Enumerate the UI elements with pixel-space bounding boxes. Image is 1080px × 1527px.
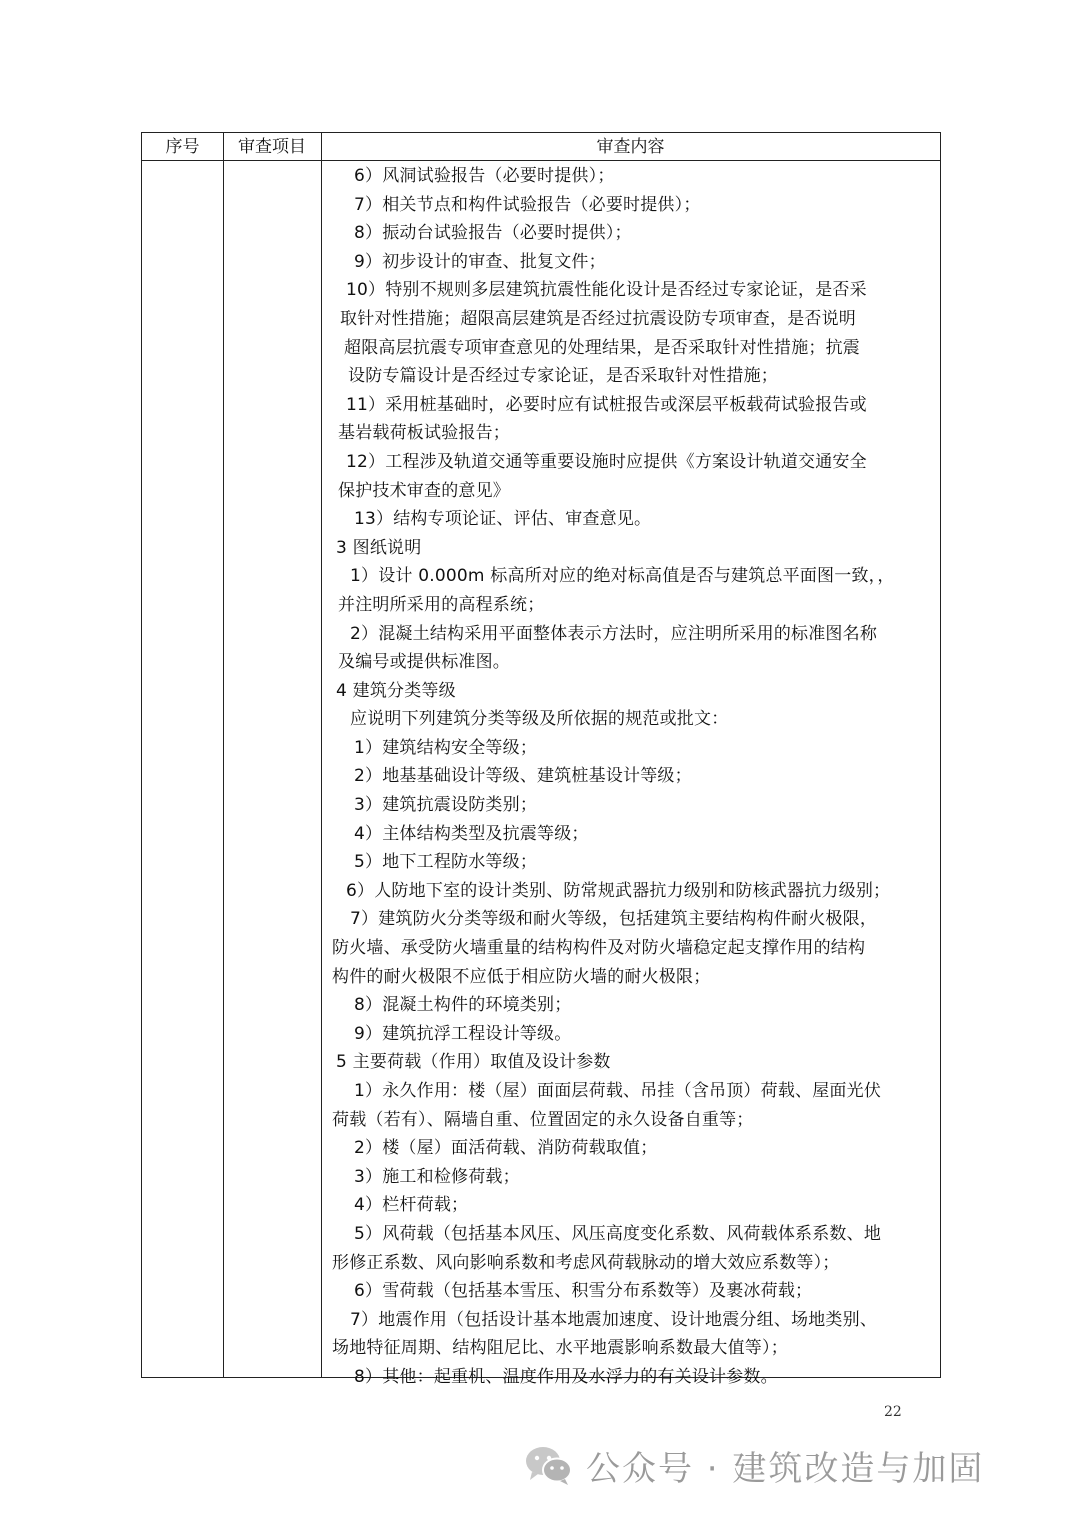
content-line: 基岩载荷板试验报告； bbox=[338, 423, 510, 444]
content-line: 7）建筑防火分类等级和耐火等级，包括建筑主要结构构件耐火极限， bbox=[350, 909, 878, 930]
content-line: 防火墙、承受防火墙重量的结构构件及对防火墙稳定起支撑作用的结构 bbox=[332, 938, 866, 959]
header-serial-number: 序号 bbox=[165, 137, 200, 157]
header-review-content: 审查内容 bbox=[596, 137, 665, 157]
content-line: 2）混凝土结构采用平面整体表示方法时，应注明所采用的标准图名称 bbox=[350, 623, 878, 644]
content-line: 3）施工和检修荷载； bbox=[354, 1166, 520, 1187]
content-line: 1）设计 0.000m 标高所对应的绝对标高值是否与建筑总平面图一致，， bbox=[350, 566, 895, 587]
content-line: 4）栏杆荷载； bbox=[354, 1195, 469, 1216]
content-line: 7）相关节点和构件试验报告（必要时提供）； bbox=[354, 194, 701, 215]
column-divider bbox=[321, 133, 322, 1377]
content-line: 12）工程涉及轨道交通等重要设施时应提供《方案设计轨道交通安全 bbox=[346, 451, 867, 472]
content-line: 10）特别不规则多层建筑抗震性能化设计是否经过专家论证，是否采 bbox=[346, 280, 867, 301]
page-number: 22 bbox=[884, 1404, 902, 1420]
content-line: 并注明所采用的高程系统； bbox=[338, 594, 545, 615]
review-content-cell bbox=[326, 162, 932, 1392]
content-line: 9）初步设计的审查、批复文件； bbox=[354, 251, 606, 272]
content-line: 设防专篇设计是否经过专家论证，是否采取针对性措施； bbox=[348, 366, 778, 387]
content-line: 8）其他：起重机、温度作用及水浮力的有关设计参数。 bbox=[354, 1366, 778, 1387]
content-line: 5）风荷载（包括基本风压、风压高度变化系数、风荷载体系系数、地 bbox=[354, 1223, 882, 1244]
content-line: 4 建筑分类等级 bbox=[336, 680, 456, 701]
content-line: 7）地震作用（包括设计基本地震加速度、设计地震分组、场地类别、 bbox=[350, 1309, 878, 1330]
content-line: 9）建筑抗浮工程设计等级。 bbox=[354, 1023, 572, 1044]
watermark-text: 公众号 · 建筑改造与加固 bbox=[586, 1448, 985, 1489]
content-line: 及编号或提供标准图。 bbox=[338, 652, 510, 673]
content-line: 3 图纸说明 bbox=[336, 537, 422, 558]
content-line: 8）混凝土构件的环境类别； bbox=[354, 995, 572, 1016]
content-line: 荷载（若有）、隔墙自重、位置固定的永久设备自重等； bbox=[332, 1109, 754, 1130]
content-line: 5 主要荷载（作用）取值及设计参数 bbox=[336, 1052, 611, 1073]
content-line: 4）主体结构类型及抗震等级； bbox=[354, 823, 589, 844]
content-line: 超限高层抗震专项审查意见的处理结果，是否采取针对性措施；抗震 bbox=[344, 337, 860, 358]
content-line: 3）建筑抗震设防类别； bbox=[354, 795, 538, 816]
watermark bbox=[524, 1440, 984, 1490]
content-line: 5）地下工程防水等级； bbox=[354, 852, 538, 873]
header-review-item: 审查项目 bbox=[238, 137, 306, 157]
content-line: 8）振动台试验报告（必要时提供）； bbox=[354, 223, 632, 244]
content-line: 11）采用桩基础时，必要时应有试桩报告或深层平板载荷试验报告或 bbox=[346, 394, 867, 415]
content-line: 取针对性措施；超限高层建筑是否经过抗震设防专项审查，是否说明 bbox=[340, 308, 856, 329]
content-line: 6）人防地下室的设计类别、防常规武器抗力级别和防核武器抗力级别； bbox=[346, 880, 891, 901]
review-table bbox=[141, 132, 941, 1387]
content-line: 6）雪荷载（包括基本雪压、积雪分布系数等）及裹冰荷载； bbox=[354, 1281, 813, 1302]
content-line: 2）地基基础设计等级、建筑桩基设计等级； bbox=[354, 766, 692, 787]
content-line: 1）永久作用：楼（屋）面面层荷载、吊挂（含吊顶）荷载、屋面光伏 bbox=[354, 1081, 882, 1101]
content-line: 保护技术审查的意见》 bbox=[338, 480, 510, 501]
content-line: 6）风洞试验报告（必要时提供）； bbox=[354, 166, 615, 186]
content-line: 应说明下列建筑分类等级及所依据的规范或批文： bbox=[350, 709, 729, 730]
content-line: 1）建筑结构安全等级； bbox=[354, 737, 538, 758]
column-divider bbox=[223, 133, 224, 1377]
wechat-icon bbox=[524, 1443, 574, 1487]
content-line: 形修正系数、风向影响系数和考虑风荷载脉动的增大效应系数等）； bbox=[332, 1252, 840, 1273]
content-line: 构件的耐火极限不应低于相应防火墙的耐火极限； bbox=[332, 966, 711, 987]
content-line: 13）结构专项论证、评估、审查意见。 bbox=[354, 509, 652, 530]
content-line: 2）楼（屋）面活荷载、消防荷载取值； bbox=[354, 1138, 658, 1159]
content-line: 场地特征周期、结构阻尼比、水平地震影响系数最大值等）； bbox=[332, 1338, 788, 1359]
